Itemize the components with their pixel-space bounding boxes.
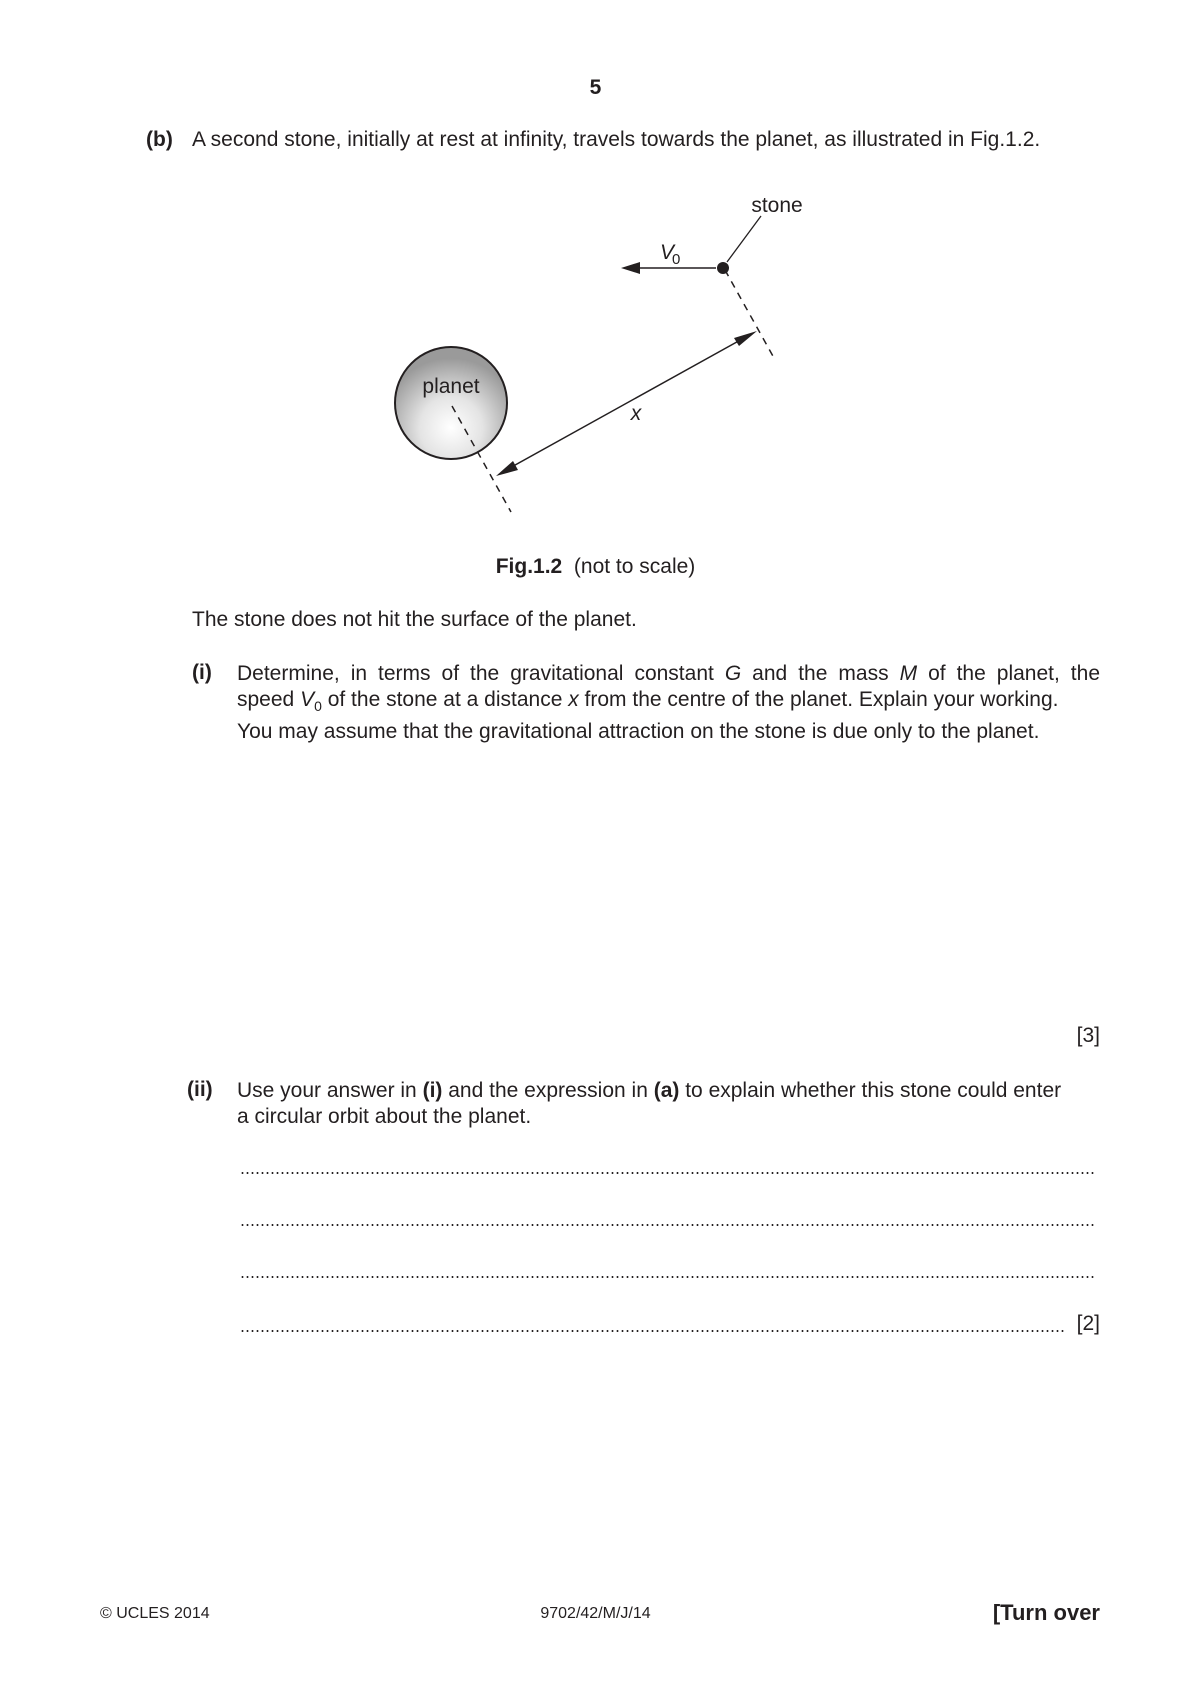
part-i-text-2a: speed — [237, 688, 301, 711]
turn-over: [Turn over — [992, 1600, 1100, 1625]
stone-leader-line — [727, 216, 761, 262]
planet-label: planet — [422, 375, 480, 398]
part-ii-ref-a: (a) — [653, 1079, 680, 1102]
part-ii-label: (ii) — [187, 1078, 213, 1101]
symbol-V: V — [300, 688, 315, 711]
velocity-arrow-head — [621, 262, 640, 274]
stone-label: stone — [751, 194, 803, 217]
part-i-text-1b: and the mass — [741, 662, 900, 685]
symbol-G: G — [724, 662, 742, 685]
footer-paper-code: 9702/42/M/J/14 — [540, 1605, 651, 1622]
answer-line-2[interactable] — [240, 1224, 1095, 1226]
part-ii-text — [237, 1078, 1100, 1130]
distance-arrow-head-left — [496, 461, 518, 476]
part-ii-text-1c: to explain whether this stone could enter — [679, 1079, 1062, 1102]
figure-caption — [0, 555, 1191, 579]
page-number: 5 — [589, 76, 602, 99]
part-b-label: (b) — [146, 128, 173, 151]
part-i-text-1c: of the planet, the — [917, 662, 1101, 685]
part-i-label: (i) — [192, 661, 212, 684]
part-i-text-2b: of the stone at a distance — [321, 688, 569, 711]
velocity-label: V — [660, 241, 675, 264]
distance-arrow-head-right — [734, 331, 757, 346]
figure-caption-number: Fig.1.2 — [495, 555, 563, 578]
part-ii-text-2: a circular orbit about the planet. — [237, 1105, 532, 1128]
figure-caption-note: (not to scale) — [573, 555, 696, 578]
footer-copyright: © UCLES 2014 — [100, 1605, 210, 1622]
part-i-text-2c: from the centre of the planet. Explain your working. — [578, 688, 1059, 711]
part-i-text-1a: Determine, in terms of the gravitational constant — [237, 662, 725, 685]
part-i-marks: [3] — [1076, 1024, 1100, 1047]
answer-line-3[interactable] — [240, 1276, 1095, 1278]
part-ii-text-1b: and the expression in — [442, 1079, 654, 1102]
statement-text: The stone does not hit the surface of the planet. — [192, 608, 637, 631]
part-i-text — [237, 661, 1100, 745]
answer-line-1[interactable] — [240, 1172, 1095, 1174]
planet-circle — [395, 347, 507, 459]
answer-line-4[interactable] — [240, 1330, 1065, 1332]
part-ii-text-1a: Use your answer in — [237, 1079, 423, 1102]
part-ii-ref-i: (i) — [422, 1079, 443, 1102]
part-i-text-3: You may assume that the gravitational attraction on the stone is due only to the planet. — [237, 720, 1040, 744]
stone-dot — [717, 262, 729, 274]
symbol-V-subscript: 0 — [314, 698, 322, 715]
symbol-M: M — [899, 662, 918, 685]
velocity-subscript: 0 — [672, 251, 681, 268]
figure-1-2 — [0, 0, 1191, 560]
distance-arrow-line — [508, 338, 744, 469]
symbol-x: x — [568, 688, 579, 711]
part-ii-marks: [2] — [1076, 1312, 1100, 1335]
distance-label: x — [630, 402, 642, 425]
part-b-text: A second stone, initially at rest at infinity, travels towards the planet, as illustrated in Fig.1.2. — [192, 128, 1041, 151]
